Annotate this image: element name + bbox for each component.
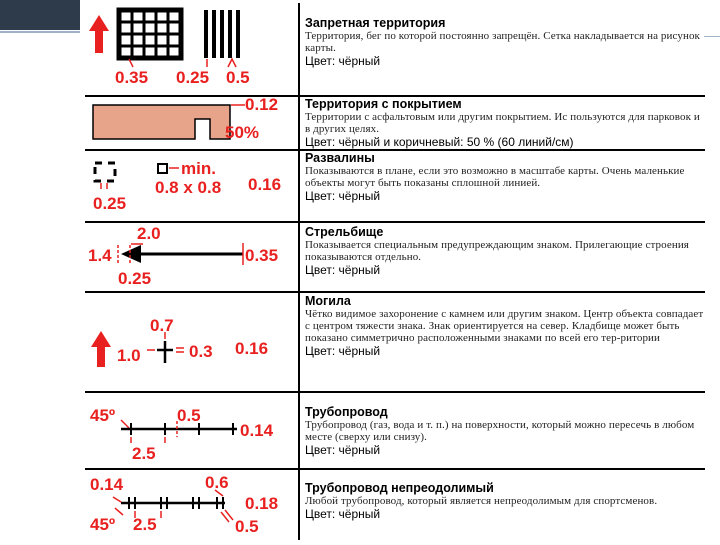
dim-label: 1.4: [88, 246, 112, 265]
symbol-desc-impassable-pipeline: [305, 481, 705, 521]
dim-label: 0.25: [93, 194, 127, 213]
stripes-icon: [204, 10, 240, 58]
impassable-pipeline-icon: [121, 497, 225, 509]
dim-label: 0.5: [226, 68, 250, 87]
dim-label: 50%: [225, 123, 260, 142]
dim-label: 0.14: [90, 475, 124, 494]
dim-label: 0.35: [245, 246, 279, 265]
symbol-text: Показывается специальным предупреждающим знаком. Прилегающие строения показываются отдельно.: [305, 239, 689, 263]
symbol-desc-paved-area: [305, 97, 705, 149]
dim-label: 0.5: [177, 406, 201, 425]
symbol-paved-area: [85, 95, 295, 149]
paved-area-icon: [93, 105, 230, 139]
symbol-impassable-pipeline: [85, 468, 295, 540]
symbol-pipeline: [85, 391, 295, 468]
symbol-title: Развалины: [305, 151, 375, 165]
ruins-small-square-icon: [158, 164, 167, 173]
north-arrow-icon: [89, 15, 109, 53]
table-column-divider: [298, 3, 300, 540]
dim-label: 0.5: [235, 517, 259, 536]
dim-label: 45º: [90, 515, 116, 534]
symbol-text: Трубопровод (газ, вода и т. п.) на поверхности, который можно пересечь в любом месте (сверху или снизу).: [305, 419, 695, 443]
symbol-title: Трубопровод: [305, 405, 388, 419]
dim-label: 0.18: [245, 494, 279, 513]
dim-label: 0.12: [245, 95, 279, 114]
symbol-text: Территории с асфальтовым или другим покрытием. Ис пользуются для парковок и в других целях.: [305, 111, 700, 135]
dim-label: 2.5: [133, 515, 157, 534]
grave-cross-icon: [157, 341, 173, 363]
symbol-color: Цвет: чёрный: [305, 344, 381, 358]
symbol-desc-grave: [305, 294, 705, 358]
symbol-text: Территория, бег по которой постоянно запрещён. Сетка накладывается на рисунок карты.: [305, 30, 700, 54]
slide-corner-accent-line: [0, 31, 80, 33]
symbol-title: Территория с покрытием: [305, 97, 462, 111]
symbol-color: Цвет: чёрный: [305, 507, 381, 521]
dim-label: 2.5: [132, 444, 156, 463]
dim-label: 0.25: [176, 68, 210, 87]
slide-edge-accent-line: [704, 36, 720, 37]
symbol-text: Чётко видимое захоронение с камнем или другим знаком. Центр объекта совпадает с центром тяжести знака. Знак ориентируется на север. Кладбище может быть показано симметрично расположенными знаками по всей его тер-ритории: [305, 308, 704, 344]
symbol-forbidden-area: [85, 3, 295, 95]
symbol-desc-forbidden-area: [305, 16, 705, 68]
slide-corner-decoration: [0, 0, 80, 30]
symbol-text: Показываются в плане, если это возможно в масштабе карты. Очень маленькие объекты могут быть показаны сплошной линией.: [305, 165, 685, 189]
forbidden-grid-icon: [119, 10, 181, 58]
dim-label: 0.14: [240, 421, 274, 440]
symbol-color: Цвет: чёрный и коричневый: 50 % (60 линий/см): [305, 135, 574, 149]
symbol-shooting-range: [85, 221, 295, 291]
dim-label: 0.8 x 0.8: [155, 178, 222, 197]
dim-label: 0.3: [189, 342, 213, 361]
north-arrow-icon: [91, 331, 111, 367]
symbol-text: Любой трубопровод, который является непреодолимым для спортсменов.: [305, 495, 658, 507]
dim-label: 0.16: [248, 175, 282, 194]
symbol-title: Запретная территория: [305, 16, 446, 30]
dim-label: 0.16: [235, 339, 269, 358]
symbol-title: Стрельбище: [305, 225, 384, 239]
symbol-color: Цвет: чёрный: [305, 263, 381, 277]
symbol-color: Цвет: чёрный: [305, 443, 381, 457]
symbol-title: Могила: [305, 294, 351, 308]
dim-label: 45º: [90, 406, 116, 425]
symbol-desc-shooting-range: [305, 225, 705, 277]
dim-label: 1.0: [117, 346, 141, 365]
shooting-range-arrow-icon: [121, 245, 243, 263]
dim-label: min.: [181, 159, 216, 178]
dim-label: 0.7: [150, 316, 174, 335]
symbol-desc-pipeline: [305, 405, 705, 457]
dim-label: 0.6: [205, 473, 229, 492]
symbol-ruins: [85, 149, 295, 221]
symbol-grave: [85, 291, 295, 391]
symbol-color: Цвет: чёрный: [305, 189, 381, 203]
symbol-color: Цвет: чёрный: [305, 54, 381, 68]
ruins-dashed-square-icon: [95, 163, 115, 181]
symbol-title: Трубопровод непреодолимый: [305, 481, 494, 495]
dim-label: 0.35: [115, 68, 149, 87]
dim-label: 0.25: [118, 269, 152, 288]
symbol-desc-ruins: [305, 151, 705, 203]
symbol-table: [85, 3, 705, 540]
dim-label: 2.0: [137, 224, 161, 243]
